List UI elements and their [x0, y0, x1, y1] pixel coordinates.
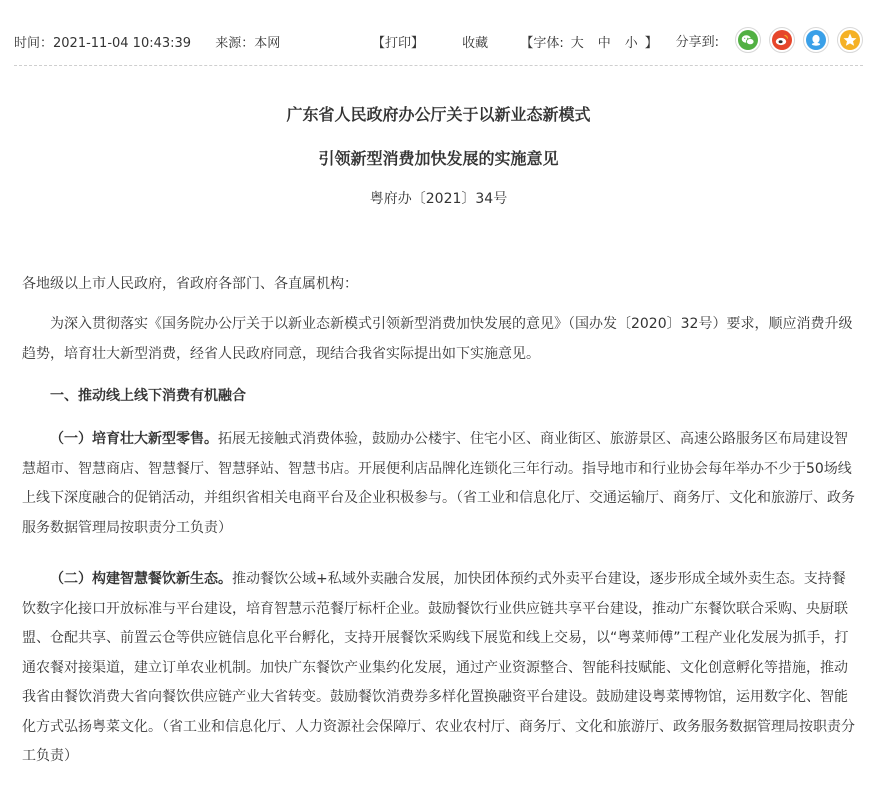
paragraph-point-1: [22, 425, 858, 543]
publish-time: 时间：2021-11-04 10:43:39: [14, 36, 192, 51]
paragraph-point-2: [22, 565, 858, 772]
weibo-icon[interactable]: [769, 27, 795, 53]
share-bar: [676, 27, 863, 53]
point-1-title: （一）培育壮大新型零售。: [50, 431, 218, 447]
article-meta-info: [14, 32, 300, 51]
font-size-selector: [520, 36, 657, 51]
point-2-body: 推动餐饮公域+私域外卖融合发展，加快团体预约式外卖平台建设，逐步形成全域外卖生态。支持餐饮数字化接口开放标准与平台建设，培育智慧示范餐厅标杆企业。鼓励餐饮行业供应链共享平台建设，推动广东餐饮联合采购、央厨联盟、仓配共享、前置云仓等供应链信息化平台孵化，支持开展餐饮采购线下展览和线上交易，以“粤菜师傅”工程产业化发展为抓手，打通农餐对接渠道，建立订单农业机制。加快广东餐饮产业集约化发展，通过产业资源整合、智能科技赋能、文化创意孵化等措施，推动我省由餐饮消费大省向餐饮供应链产业大省转变。鼓励餐饮消费券多样化置换融资平台建设。鼓励建设粤菜博物馆，运用数字化、智能化方式弘扬粤菜文化。（省工业和信息化厅、人力资源社会保障厅、农业农村厅、商务厅、文化和旅游厅、政务服务数据管理局按职责分工负责）: [22, 571, 855, 764]
article-source: 来源：本网: [215, 36, 281, 51]
article-meta-bar: [14, 24, 863, 66]
salutation: 各地级以上市人民政府，省政府各部门、各直属机构：: [22, 276, 358, 292]
font-size-suffix: 】: [644, 36, 658, 51]
qq-icon[interactable]: [803, 27, 829, 53]
font-size-prefix: 【字体:: [520, 36, 564, 51]
intro-paragraph: 为深入贯彻落实《国务院办公厅关于以新业态新模式引领新型消费加快发展的意见》（国办发〔2020〕32号）要求，顺应消费升级趋势，培育壮大新型消费，经省人民政府同意，现结合我省实际提出如下实施意见。: [22, 316, 853, 362]
article-title-line2: 引领新型消费加快发展的实施意见: [318, 149, 559, 168]
article-tools: [372, 32, 658, 51]
favorite-button[interactable]: 收藏: [462, 36, 489, 51]
point-1-body: 拓展无接触式消费体验，鼓励办公楼宇、住宅小区、商业街区、旅游景区、高速公路服务区布局建设智慧超市、智慧商店、智慧餐厅、智慧驿站、智慧书店。开展便利店品牌化连锁化三年行动。指导地市和行业协会每年举办不少于50场线上线下深度融合的促销活动，并组织省相关电商平台及企业积极参与。（省工业和信息化厅、交通运输厅、商务厅、文化和旅游厅、政务服务数据管理局按职责分工负责）: [22, 431, 855, 536]
document-number: 粤府办〔2021〕34号: [369, 191, 508, 207]
point-2-title: （二）构建智慧餐饮新生态。: [50, 571, 232, 587]
share-label: 分享到:: [675, 34, 719, 50]
font-size-small-button[interactable]: 小: [624, 36, 638, 51]
section-heading-1: 一、推动线上线下消费有机融合: [50, 388, 246, 404]
qzone-icon[interactable]: [837, 27, 863, 53]
font-size-medium-button[interactable]: 中: [597, 36, 611, 51]
font-size-large-button[interactable]: 大: [570, 36, 584, 51]
print-button[interactable]: 【打印】: [372, 36, 425, 51]
article-title-line1: 广东省人民政府办公厅关于以新业态新模式: [286, 105, 591, 124]
wechat-icon[interactable]: [735, 27, 761, 53]
